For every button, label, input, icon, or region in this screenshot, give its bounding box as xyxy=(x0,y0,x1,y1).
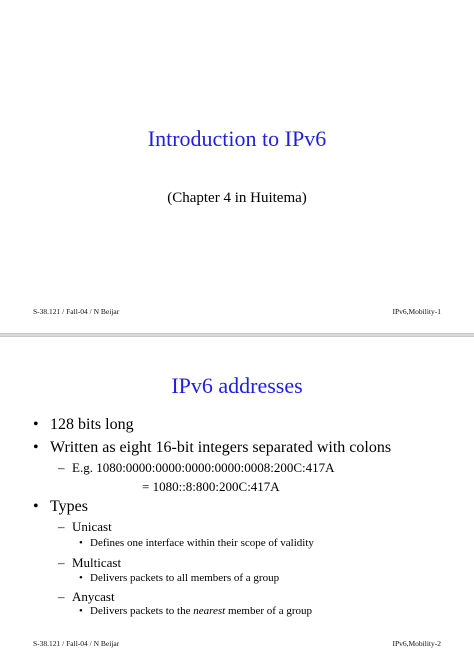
bullet-item xyxy=(33,440,391,456)
bullet-marker: • xyxy=(33,498,39,515)
slide-2-title: IPv6 addresses xyxy=(171,373,303,398)
sub-sub-bullet-text: Defines one interface within their scope of validity xyxy=(90,537,314,549)
sub-bullet-continuation: = 1080::8:800:200C:417A xyxy=(142,479,280,494)
bullet-marker: • xyxy=(79,537,83,549)
bullet-marker: • xyxy=(79,605,83,617)
bullet-item xyxy=(33,417,134,433)
dash-marker: – xyxy=(58,519,65,534)
bullet-text: 128 bits long xyxy=(50,416,134,433)
bullet-marker: • xyxy=(33,439,39,456)
slide-1 xyxy=(0,0,474,333)
sub-sub-bullet-item xyxy=(79,538,314,549)
slide-2-footer-left: S-38.121 / Fall-04 / N Beijar xyxy=(33,639,120,648)
slide-1-footer-right: IPv6,Mobility-1 xyxy=(392,307,441,316)
sub-sub-bullet-text-pre: Delivers packets to the xyxy=(90,605,194,617)
slide-1-subtitle: (Chapter 4 in Huitema) xyxy=(167,190,307,206)
sub-sub-bullet-text: Delivers packets to all members of a group xyxy=(90,572,280,584)
bullet-text: Types xyxy=(50,498,88,515)
sub-bullet-text: E.g. 1080:0000:0000:0000:0000:0008:200C:417A xyxy=(72,460,335,475)
sub-sub-bullet-text-post: member of a group xyxy=(225,605,312,617)
slide-1-footer-left: S-38.121 / Fall-04 / N Beijar xyxy=(33,307,120,316)
sub-bullet-text: Unicast xyxy=(72,519,112,534)
sub-sub-bullet-item xyxy=(79,573,279,584)
dash-marker: – xyxy=(58,589,65,604)
bullet-marker: • xyxy=(79,572,83,584)
sub-bullet-item xyxy=(58,590,115,603)
sub-bullet-text: Multicast xyxy=(72,555,122,570)
emphasis-text: nearest xyxy=(193,605,226,617)
slide-2 xyxy=(0,337,474,670)
dash-marker: – xyxy=(58,555,65,570)
sub-bullet-item xyxy=(58,556,121,569)
sub-bullet-item xyxy=(58,461,335,474)
bullet-text: Written as eight 16-bit integers separated with colons xyxy=(50,439,392,456)
bullet-marker: • xyxy=(33,416,39,433)
slide-1-title: Introduction to IPv6 xyxy=(147,126,327,151)
slide-2-footer-right: IPv6,Mobility-2 xyxy=(392,639,441,648)
sub-bullet-item xyxy=(58,520,112,533)
sub-sub-bullet-item xyxy=(79,606,312,617)
dash-marker: – xyxy=(58,460,65,475)
bullet-item xyxy=(33,499,88,515)
sub-bullet-text: Anycast xyxy=(72,589,115,604)
